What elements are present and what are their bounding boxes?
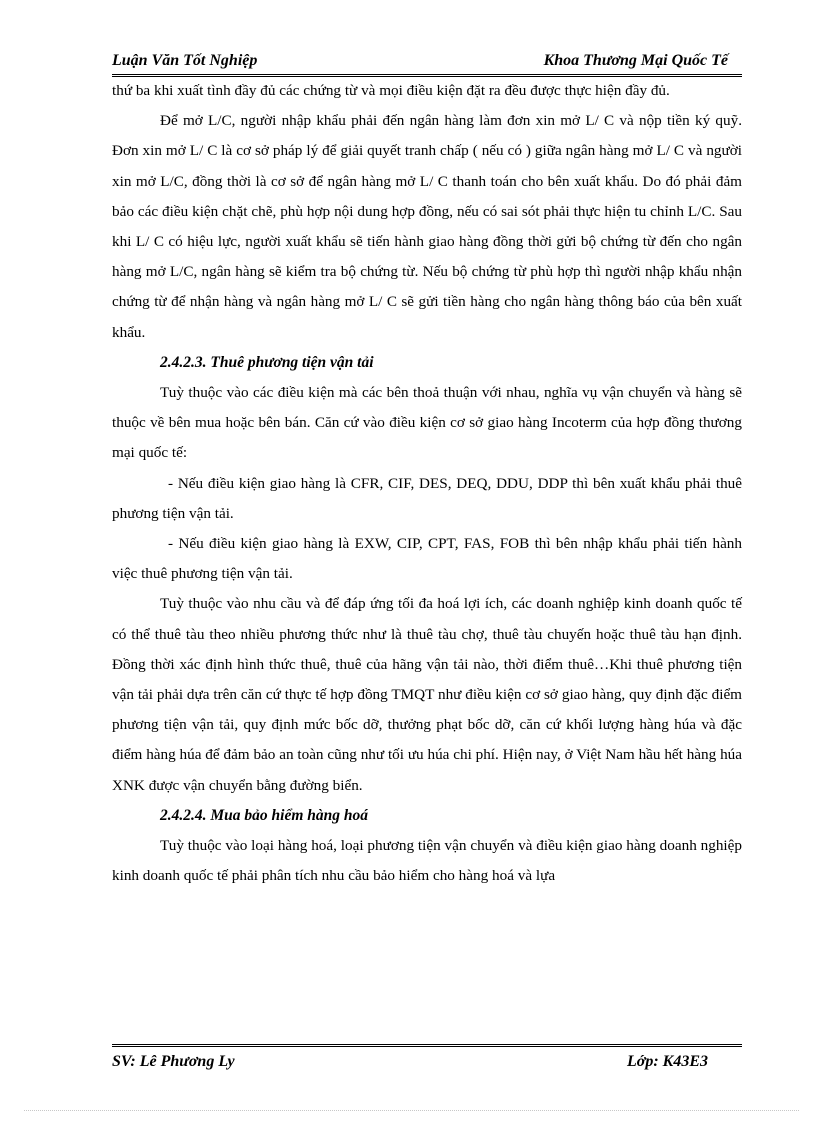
paragraph-chartering: Tuỳ thuộc vào nhu cầu và để đáp ứng tối đa hoá lợi ích, các doanh nghiệp kinh doanh quốc tế có thể thuê tàu theo nhiều phương thức như là thuê tàu chợ, thuê tàu chuyến hoặc thuê tàu hạn định. Đồng thời xác định hình thức thuê, thuê của hãng vận tải nào, thời điểm thuê…Khi thuê phương tiện vận tải phải dựa trên căn cứ thực tế hợp đồng TMQT như điều kiện cơ sở giao hàng, quy định đặc điểm phương tiện vận tải, quy định mức bốc dỡ, thưởng phạt bốc dỡ, căn cứ khối lượng hàng húa và đặc điểm hàng húa để đảm bảo an toàn cũng như tối ưu húa chi phí. Hiện nay, ở Việt Nam hầu hết hàng húa XNK được vận chuyển bằng đường biển. <box>112 595 742 794</box>
header-thesis-title: Luận Văn Tốt Nghiệp <box>112 52 258 69</box>
paragraph-insurance: Tuỳ thuộc vào loại hàng hoá, loại phương tiện vận chuyển và điều kiện giao hàng doanh nghiệp kinh doanh quốc tế phải phân tích nhu cầu bảo hiểm cho hàng hoá và lựa <box>112 837 742 885</box>
bullet-exporter-terms: - Nếu điều kiện giao hàng là CFR, CIF, DES, DEQ, DDU, DDP thì bên xuất khẩu phải thuê phương tiện vận tải. <box>112 474 742 522</box>
header-faculty: Khoa Thương Mại Quốc Tế <box>543 52 728 69</box>
footer-student-name: SV: Lê Phương Ly <box>112 1053 235 1070</box>
document-body <box>112 76 742 891</box>
paragraph-continuation: thứ ba khi xuất tình đầy đủ các chứng từ và mọi điều kiện đặt ra đều được thực hiện đầy đủ. <box>112 82 670 99</box>
footer-class: Lớp: K43E3 <box>626 1053 708 1070</box>
page-header <box>112 50 742 77</box>
paragraph-transport-intro: Tuỳ thuộc vào các điều kiện mà các bên thoả thuận với nhau, nghĩa vụ vận chuyển và hàng sẽ thuộc về bên mua hoặc bên bán. Căn cứ vào điều kiện cơ sở giao hàng Incoterm của hợp đồng thương mại quốc tế: <box>112 384 742 462</box>
page-footer <box>112 1044 742 1075</box>
section-heading-insurance: 2.4.2.4. Mua bảo hiểm hàng hoá <box>160 806 369 824</box>
paragraph-lc-opening: Để mở L/C, người nhập khẩu phải đến ngân hàng làm đơn xin mở L/ C và nộp tiền ký quỹ. Đơn xin mở L/ C là cơ sở pháp lý để giải quyết tranh chấp ( nếu có ) giữa ngân hàng mở L/ C và người xin mở L/C, đồng thời là cơ sở để ngân hàng mở L/ C thanh toán cho bên xuất khẩu. Do đó phải đảm bảo các điều kiện chặt chẽ, phù hợp nội dung hợp đồng, nếu có sai sót phải thực hiện tu chỉnh L/C. Sau khi L/ C có hiệu lực, người xuất khẩu sẽ tiến hành giao hàng đồng thời gửi bộ chứng từ đến cho ngân hàng mở L/C, ngân hàng sẽ kiểm tra bộ chứng từ. Nếu bộ chứng từ phù hợp thì người nhập khẩu nhận chứng từ để nhận hàng và ngân hàng mở L/ C sẽ gửi tiền hàng cho ngân hàng thông báo của bên xuất khẩu. <box>112 112 742 341</box>
section-heading-transport: 2.4.2.3. Thuê phương tiện vận tải <box>160 353 374 371</box>
bullet-importer-terms: - Nếu điều kiện giao hàng là EXW, CIP, CPT, FAS, FOB thì bên nhập khẩu phải tiến hành việc thuê phương tiện vận tải. <box>112 535 742 583</box>
page-edge-divider <box>24 1110 799 1111</box>
